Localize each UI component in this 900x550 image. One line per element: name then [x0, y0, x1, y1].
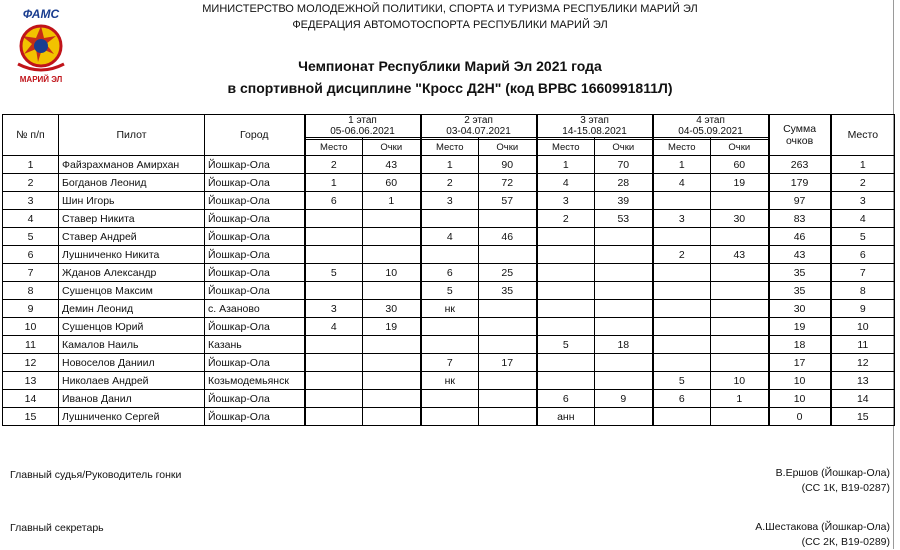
logo-subtitle: МАРИЙ ЭЛ — [19, 75, 63, 84]
final-place: 2 — [831, 174, 895, 192]
row-number: 12 — [3, 354, 59, 372]
stage-1-place — [305, 336, 363, 354]
pilot-city: Йошкар-Ола — [205, 264, 305, 282]
chief-judge-name: В.Ершов (Йошкар-Ола) — [775, 467, 890, 479]
stage-2-place: нк — [421, 300, 479, 318]
pilot-name: Лушниченко Сергей — [59, 408, 205, 426]
pilot-name: Ставер Андрей — [59, 228, 205, 246]
stage-1-place: 5 — [305, 264, 363, 282]
header-stage-4 — [653, 115, 769, 138]
row-number: 13 — [3, 372, 59, 390]
stage-2-place — [421, 390, 479, 408]
stage-4-place — [653, 282, 711, 300]
stage-3-place: анн — [537, 408, 595, 426]
stage-1-points — [363, 210, 421, 228]
total-points: 10 — [769, 372, 831, 390]
stage-4-place: 6 — [653, 390, 711, 408]
fams-logo — [8, 6, 74, 88]
stage-2-place-header: Место — [421, 140, 479, 156]
stage-3-points — [595, 408, 653, 426]
pilot-name: Сушенцов Максим — [59, 282, 205, 300]
table-row — [3, 264, 895, 282]
stage-2-place: 6 — [421, 264, 479, 282]
stage-4-points: 10 — [711, 372, 769, 390]
stage-2-points: 35 — [479, 282, 537, 300]
total-points: 43 — [769, 246, 831, 264]
stage-4-points — [711, 282, 769, 300]
stage-2-place — [421, 210, 479, 228]
table-row — [3, 174, 895, 192]
stage-2-points: 46 — [479, 228, 537, 246]
stage-3-place-header: Место — [537, 140, 595, 156]
table-row — [3, 372, 895, 390]
row-number: 14 — [3, 390, 59, 408]
stage-4-place — [653, 354, 711, 372]
stage-3-place — [537, 264, 595, 282]
stage-2-place: 2 — [421, 174, 479, 192]
table-row — [3, 390, 895, 408]
pilot-city: Йошкар-Ола — [205, 408, 305, 426]
stage-3-place — [537, 300, 595, 318]
stage-4-place: 1 — [653, 156, 711, 174]
row-number: 10 — [3, 318, 59, 336]
stage-1-place: 2 — [305, 156, 363, 174]
total-points: 83 — [769, 210, 831, 228]
stage-1-points: 60 — [363, 174, 421, 192]
table-row — [3, 318, 895, 336]
pilot-name: Камалов Наиль — [59, 336, 205, 354]
stage-4-points-header: Очки — [711, 140, 769, 156]
stage-4-place: 4 — [653, 174, 711, 192]
stage-1-points: 43 — [363, 156, 421, 174]
pilot-city: Козьмодемьянск — [205, 372, 305, 390]
stage-2-points: 17 — [479, 354, 537, 372]
stage-2-place — [421, 246, 479, 264]
total-points: 179 — [769, 174, 831, 192]
row-number: 9 — [3, 300, 59, 318]
stage-4-points: 1 — [711, 390, 769, 408]
chief-judge-category: (СС 1К, В19-0287) — [801, 482, 890, 494]
stage-4-date: 04-05.09.2021 — [678, 126, 743, 137]
pilot-name: Файзрахманов Амирхан — [59, 156, 205, 174]
stage-3-place: 1 — [537, 156, 595, 174]
stage-1-points: 19 — [363, 318, 421, 336]
stage-3-place: 4 — [537, 174, 595, 192]
logo-title: ФАМС — [22, 7, 60, 21]
stage-3-place — [537, 282, 595, 300]
table-row — [3, 156, 895, 174]
stage-3-points — [595, 300, 653, 318]
stage-3-points: 70 — [595, 156, 653, 174]
stage-4-points — [711, 354, 769, 372]
stage-4-place — [653, 336, 711, 354]
stage-1-place — [305, 282, 363, 300]
total-points: 46 — [769, 228, 831, 246]
stage-1-place — [305, 372, 363, 390]
stage-4-place — [653, 318, 711, 336]
pilot-name: Демин Леонид — [59, 300, 205, 318]
stage-3-points: 28 — [595, 174, 653, 192]
final-place: 9 — [831, 300, 895, 318]
stage-3-place: 5 — [537, 336, 595, 354]
stage-4-points: 60 — [711, 156, 769, 174]
stage-2-points — [479, 408, 537, 426]
total-points: 18 — [769, 336, 831, 354]
stage-2-points — [479, 246, 537, 264]
stage-2-place: 1 — [421, 156, 479, 174]
header-stage-2 — [421, 115, 537, 138]
stage-4-name: 4 этап — [696, 115, 725, 126]
stage-1-place — [305, 246, 363, 264]
table-row — [3, 246, 895, 264]
pilot-city: Йошкар-Ола — [205, 246, 305, 264]
stage-3-points-header: Очки — [595, 140, 653, 156]
stage-2-points: 90 — [479, 156, 537, 174]
stage-1-points: 30 — [363, 300, 421, 318]
stage-4-place: 5 — [653, 372, 711, 390]
header-stage-3 — [537, 115, 653, 138]
pilot-name: Новоселов Даниил — [59, 354, 205, 372]
document-subtitle: в спортивной дисциплине "Кросс Д2Н" (код ВРВС 1660991811Л) — [227, 80, 673, 96]
pilot-city: Йошкар-Ола — [205, 174, 305, 192]
stage-3-place: 2 — [537, 210, 595, 228]
final-place: 6 — [831, 246, 895, 264]
stage-3-place: 3 — [537, 192, 595, 210]
stage-3-points — [595, 282, 653, 300]
stage-1-place — [305, 210, 363, 228]
total-points: 19 — [769, 318, 831, 336]
stage-3-place: 6 — [537, 390, 595, 408]
stage-3-points: 9 — [595, 390, 653, 408]
stage-2-place — [421, 408, 479, 426]
stage-1-points — [363, 282, 421, 300]
final-place: 14 — [831, 390, 895, 408]
final-place: 5 — [831, 228, 895, 246]
row-number: 1 — [3, 156, 59, 174]
stage-2-points: 25 — [479, 264, 537, 282]
stage-2-points — [479, 336, 537, 354]
final-place: 15 — [831, 408, 895, 426]
stage-2-place: 3 — [421, 192, 479, 210]
stage-3-name: 3 этап — [580, 115, 609, 126]
stage-3-points — [595, 318, 653, 336]
stage-3-points — [595, 228, 653, 246]
total-points: 35 — [769, 264, 831, 282]
final-place: 13 — [831, 372, 895, 390]
header-pilot: Пилот — [59, 115, 205, 156]
final-place: 4 — [831, 210, 895, 228]
stage-4-place — [653, 300, 711, 318]
final-place: 10 — [831, 318, 895, 336]
stage-4-points: 19 — [711, 174, 769, 192]
pilot-name: Николаев Андрей — [59, 372, 205, 390]
stage-1-place — [305, 408, 363, 426]
pilot-name: Лушниченко Никита — [59, 246, 205, 264]
row-number: 3 — [3, 192, 59, 210]
stage-1-points — [363, 408, 421, 426]
stage-1-points — [363, 336, 421, 354]
chief-judge-label: Главный судья/Руководитель гонки — [10, 469, 182, 481]
stage-1-points — [363, 372, 421, 390]
pilot-city: Йошкар-Ола — [205, 192, 305, 210]
stage-3-points — [595, 372, 653, 390]
row-number: 2 — [3, 174, 59, 192]
stage-1-points — [363, 246, 421, 264]
stage-4-points — [711, 408, 769, 426]
total-points: 263 — [769, 156, 831, 174]
stage-3-place — [537, 372, 595, 390]
table-row — [3, 300, 895, 318]
pilot-name: Иванов Данил — [59, 390, 205, 408]
total-points: 35 — [769, 282, 831, 300]
pilot-city: Йошкар-Ола — [205, 318, 305, 336]
row-number: 15 — [3, 408, 59, 426]
row-number: 11 — [3, 336, 59, 354]
stage-3-points — [595, 354, 653, 372]
table-row — [3, 282, 895, 300]
chief-secretary-name: А.Шестакова (Йошкар-Ола) — [755, 521, 890, 533]
table-row — [3, 408, 895, 426]
stage-1-name: 1 этап — [348, 115, 377, 126]
stage-4-points: 43 — [711, 246, 769, 264]
stage-4-points — [711, 192, 769, 210]
stage-1-points — [363, 354, 421, 372]
stage-3-points: 18 — [595, 336, 653, 354]
stage-4-place-header: Место — [653, 140, 711, 156]
stage-4-place: 2 — [653, 246, 711, 264]
stage-1-points — [363, 390, 421, 408]
total-points: 0 — [769, 408, 831, 426]
stage-1-place: 6 — [305, 192, 363, 210]
stage-1-points: 1 — [363, 192, 421, 210]
stage-1-place — [305, 228, 363, 246]
stage-4-points: 30 — [711, 210, 769, 228]
stage-2-place: нк — [421, 372, 479, 390]
pilot-city: Йошкар-Ола — [205, 228, 305, 246]
stage-4-points — [711, 336, 769, 354]
final-place: 7 — [831, 264, 895, 282]
stage-3-points: 39 — [595, 192, 653, 210]
stage-1-place: 3 — [305, 300, 363, 318]
final-place: 1 — [831, 156, 895, 174]
stage-3-date: 14-15.08.2021 — [562, 126, 627, 137]
header-place: Место — [831, 115, 895, 156]
stage-1-place: 4 — [305, 318, 363, 336]
stage-4-points — [711, 228, 769, 246]
stage-4-place — [653, 228, 711, 246]
stage-2-points — [479, 390, 537, 408]
pilot-city: Йошкар-Ола — [205, 354, 305, 372]
row-number: 7 — [3, 264, 59, 282]
final-place: 8 — [831, 282, 895, 300]
pilot-city: Йошкар-Ола — [205, 210, 305, 228]
stage-1-date: 05-06.06.2021 — [330, 126, 395, 137]
pilot-city: Йошкар-Ола — [205, 282, 305, 300]
standings-table — [2, 114, 895, 426]
stage-2-points — [479, 318, 537, 336]
stage-3-points — [595, 264, 653, 282]
stage-2-place: 7 — [421, 354, 479, 372]
stage-1-place-header: Место — [305, 140, 363, 156]
header-sum: Сумма очков — [769, 115, 831, 156]
total-points: 30 — [769, 300, 831, 318]
stage-1-points-header: Очки — [363, 140, 421, 156]
federation-header: ФЕДЕРАЦИЯ АВТОМОТОСПОРТА РЕСПУБЛИКИ МАРИЙ ЭЛ — [292, 19, 608, 31]
table-row — [3, 354, 895, 372]
chief-secretary-category: (СС 2К, В19-0289) — [801, 536, 890, 548]
stage-2-points-header: Очки — [479, 140, 537, 156]
stage-4-place — [653, 408, 711, 426]
stage-2-name: 2 этап — [464, 115, 493, 126]
stage-4-place: 3 — [653, 210, 711, 228]
pilot-city: Йошкар-Ола — [205, 390, 305, 408]
stage-4-place — [653, 192, 711, 210]
final-place: 12 — [831, 354, 895, 372]
stage-3-place — [537, 318, 595, 336]
stage-4-place — [653, 264, 711, 282]
stage-1-place — [305, 390, 363, 408]
chief-secretary-label: Главный секретарь — [10, 522, 104, 534]
stage-2-points: 72 — [479, 174, 537, 192]
stage-4-points — [711, 300, 769, 318]
pilot-city: Казань — [205, 336, 305, 354]
stage-3-place — [537, 246, 595, 264]
total-points: 17 — [769, 354, 831, 372]
header-city: Город — [205, 115, 305, 156]
pilot-name: Богданов Леонид — [59, 174, 205, 192]
stage-1-points: 10 — [363, 264, 421, 282]
pilot-name: Жданов Александр — [59, 264, 205, 282]
stage-2-points: 57 — [479, 192, 537, 210]
row-number: 4 — [3, 210, 59, 228]
table-row — [3, 336, 895, 354]
pilot-city: с. Азаново — [205, 300, 305, 318]
stage-1-place: 1 — [305, 174, 363, 192]
table-row — [3, 210, 895, 228]
table-row — [3, 192, 895, 210]
total-points: 97 — [769, 192, 831, 210]
header-stage-1 — [305, 115, 421, 138]
chief-judge-signature — [776, 466, 890, 496]
pilot-city: Йошкар-Ола — [205, 156, 305, 174]
row-number: 8 — [3, 282, 59, 300]
stage-4-points — [711, 264, 769, 282]
stage-2-points — [479, 300, 537, 318]
pilot-name: Сушенцов Юрий — [59, 318, 205, 336]
ministry-header: МИНИСТЕРСТВО МОЛОДЕЖНОЙ ПОЛИТИКИ, СПОРТА И ТУРИЗМА РЕСПУБЛИКИ МАРИЙ ЭЛ — [202, 3, 698, 15]
stage-2-place — [421, 318, 479, 336]
stage-2-place — [421, 336, 479, 354]
document-title: Чемпионат Республики Марий Эл 2021 года — [298, 58, 602, 74]
pilot-name: Шин Игорь — [59, 192, 205, 210]
row-number: 5 — [3, 228, 59, 246]
stage-2-place: 4 — [421, 228, 479, 246]
final-place: 3 — [831, 192, 895, 210]
stage-4-points — [711, 318, 769, 336]
stage-3-place — [537, 354, 595, 372]
stage-3-points: 53 — [595, 210, 653, 228]
stage-2-date: 03-04.07.2021 — [446, 126, 511, 137]
stage-2-points — [479, 372, 537, 390]
pilot-name: Ставер Никита — [59, 210, 205, 228]
total-points: 10 — [769, 390, 831, 408]
final-place: 11 — [831, 336, 895, 354]
stage-1-points — [363, 228, 421, 246]
header-number: № п/п — [3, 115, 59, 156]
stage-1-place — [305, 354, 363, 372]
stage-3-points — [595, 246, 653, 264]
stage-2-place: 5 — [421, 282, 479, 300]
stage-2-points — [479, 210, 537, 228]
chief-secretary-signature — [755, 520, 890, 550]
row-number: 6 — [3, 246, 59, 264]
stage-3-place — [537, 228, 595, 246]
table-row — [3, 228, 895, 246]
